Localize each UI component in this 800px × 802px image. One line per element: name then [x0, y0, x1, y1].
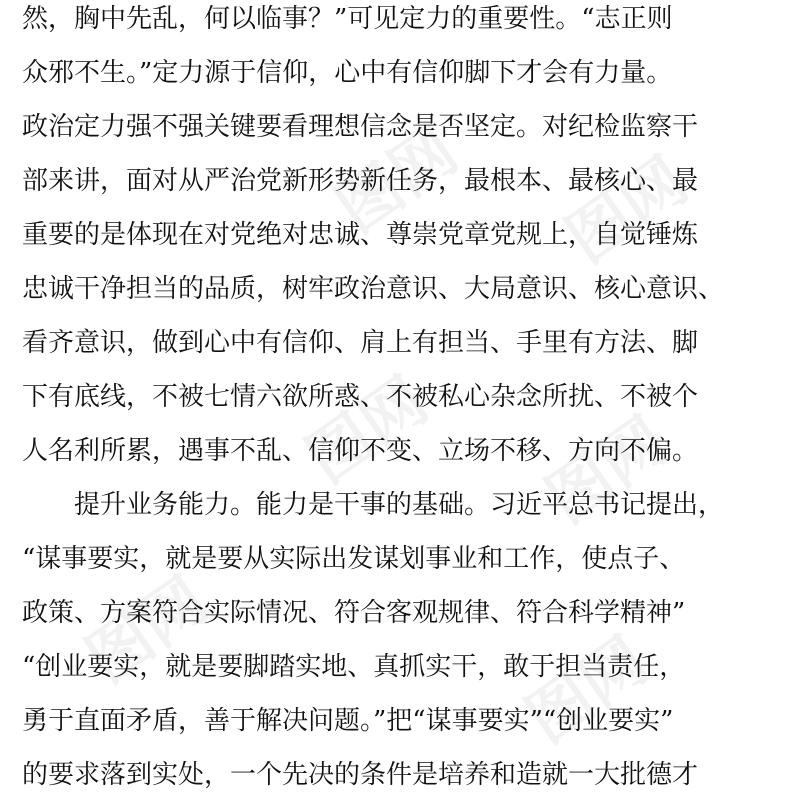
- watermark: 图网: [323, 113, 472, 248]
- text-line: 重要的是体现在对党绝对忠诚、尊崇党章党规上，自觉锤炼: [22, 220, 699, 250]
- body-text: [22, 0, 782, 802]
- text-line: 勇于直面矛盾，善于解决问题。”把“谋事要实”“创业要实”: [22, 706, 674, 736]
- text-line: 部来讲，面对从严治党新形势新任务，最根本、最核心、最: [22, 166, 699, 196]
- paragraph-start-line: 提升业务能力。能力是干事的基础。习近平总书记提出，: [74, 490, 725, 520]
- text-line: 政治定力强不强关键要看理想信念是否坚定。对纪检监察干: [22, 112, 699, 142]
- text-line: “创业要实，就是要脚踏实地、真抓实干，敢于担当责任，: [22, 652, 686, 682]
- text-line: 下有底线，不被七情六欲所惑、不被私心杂念所扰、不被个: [22, 382, 699, 412]
- watermark: 图网: [553, 143, 702, 278]
- watermark: 图网: [513, 623, 662, 758]
- watermark: 图网: [73, 563, 222, 698]
- text-line: “谋事要实，就是要从实际出发谋划事业和工作，使点子、: [22, 544, 686, 574]
- text-line: 然，胸中先乱，何以临事？”可见定力的重要性。“志正则: [22, 4, 673, 34]
- text-line: 的要求落到实处，一个先决的条件是培养和造就一大批德才: [22, 760, 699, 790]
- watermark: 图网: [293, 363, 442, 498]
- watermark: 图网: [533, 403, 682, 538]
- text-line: 看齐意识，做到心中有信仰、肩上有担当、手里有方法、脚: [22, 328, 699, 358]
- text-line: 忠诚干净担当的品质，树牢政治意识、大局意识、核心意识、: [22, 274, 725, 304]
- text-line: 人名利所累，遇事不乱、信仰不变、立场不移、方向不偏。: [22, 436, 699, 466]
- text-line: 政策、方案符合实际情况、符合客观规律、符合科学精神”: [22, 598, 686, 628]
- text-line: 众邪不生。”定力源于信仰，心中有信仰脚下才会有力量。: [22, 58, 673, 88]
